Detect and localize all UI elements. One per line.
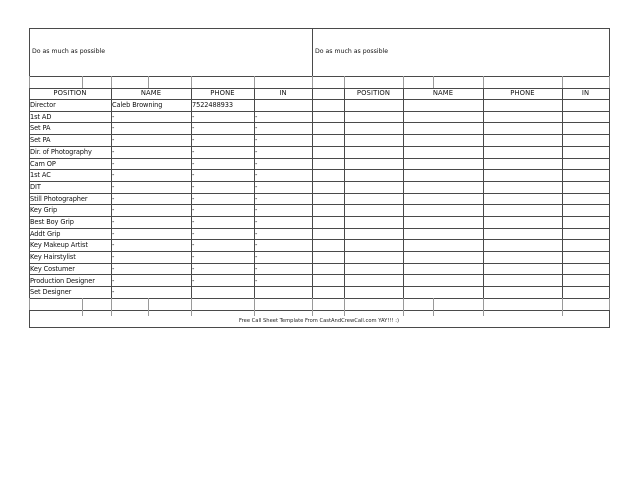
- in-cell: -: [255, 264, 258, 273]
- phone-cell: -: [192, 123, 195, 132]
- footer-tick: [312, 310, 313, 316]
- in-cell: -: [255, 194, 258, 203]
- position-cell: Best Boy Grip: [30, 217, 74, 226]
- extra-row-tick: [148, 298, 149, 310]
- extra-row-tick: [609, 298, 610, 310]
- extra-row-tick: [562, 298, 563, 310]
- position-cell: 1st AD: [30, 112, 52, 121]
- footer-tick: [433, 310, 434, 316]
- position-cell: Set PA: [30, 123, 51, 132]
- footer-tick: [562, 310, 563, 316]
- in-cell: -: [255, 217, 258, 226]
- spacer-tick: [483, 76, 484, 88]
- footer-tick: [403, 310, 404, 316]
- position-cell: Director: [30, 100, 56, 109]
- in-cell: -: [255, 159, 258, 168]
- name-cell: -: [112, 252, 115, 261]
- position-cell: Key Grip: [30, 205, 58, 214]
- extra-row-tick: [254, 298, 255, 310]
- table-row-border: [29, 298, 610, 299]
- group-header-left: Do as much as possible: [32, 48, 106, 55]
- footer-bottom: [29, 327, 610, 328]
- footer-tick: [111, 310, 112, 316]
- phone-cell: -: [192, 194, 195, 203]
- phone-cell: -: [192, 112, 195, 121]
- spacer-tick: [609, 76, 610, 88]
- footer-tick: [82, 310, 83, 316]
- position-cell: Key Hairstylist: [30, 252, 76, 261]
- spacer-tick: [344, 76, 345, 88]
- in-cell: -: [255, 112, 258, 121]
- spacer-tick: [433, 76, 434, 88]
- footer-tick: [344, 310, 345, 316]
- extra-row-tick: [191, 298, 192, 310]
- in-cell: -: [255, 205, 258, 214]
- extra-row-tick: [82, 298, 83, 310]
- footer-tick: [254, 310, 255, 316]
- footer-note: Free Call Sheet Template From CastAndCrewCall.com YAY!!! :): [239, 318, 399, 324]
- phone-cell: -: [192, 264, 195, 273]
- name-cell: -: [112, 112, 115, 121]
- in-cell: -: [255, 147, 258, 156]
- spacer-tick: [312, 76, 313, 88]
- name-cell: -: [112, 159, 115, 168]
- left-column-header-in: IN: [279, 89, 287, 97]
- spacer-tick: [403, 76, 404, 88]
- in-cell: -: [255, 170, 258, 179]
- extra-row-tick: [483, 298, 484, 310]
- phone-cell: 7522488933: [192, 100, 233, 109]
- extra-row-tick: [344, 298, 345, 310]
- position-cell: Addt Grip: [30, 229, 61, 238]
- in-cell: -: [255, 182, 258, 191]
- extra-row-bottom: [29, 310, 610, 311]
- footer-right: [609, 310, 610, 327]
- name-cell: -: [112, 170, 115, 179]
- name-cell: -: [112, 217, 115, 226]
- header-box-top: [29, 28, 610, 29]
- spacer-tick: [254, 76, 255, 88]
- position-cell: Cam OP: [30, 159, 56, 168]
- name-cell: -: [112, 135, 115, 144]
- position-cell: Set PA: [30, 135, 51, 144]
- in-cell: -: [255, 135, 258, 144]
- right-column-header-phone: PHONE: [510, 89, 535, 97]
- extra-row-tick: [111, 298, 112, 310]
- spacer-tick: [111, 76, 112, 88]
- phone-cell: -: [192, 147, 195, 156]
- spacer-tick: [82, 76, 83, 88]
- footer-tick: [191, 310, 192, 316]
- position-cell: Key Costumer: [30, 264, 75, 273]
- spacer-tick: [562, 76, 563, 88]
- in-cell: -: [255, 229, 258, 238]
- name-cell: -: [112, 240, 115, 249]
- name-cell: -: [112, 182, 115, 191]
- header-box-divider: [312, 28, 313, 76]
- position-cell: Production Designer: [30, 276, 95, 285]
- extra-row-tick: [433, 298, 434, 310]
- phone-cell: -: [192, 252, 195, 261]
- name-cell: -: [112, 287, 115, 296]
- name-cell: -: [112, 229, 115, 238]
- phone-cell: -: [192, 182, 195, 191]
- spacer-tick: [29, 76, 30, 88]
- name-cell: -: [112, 194, 115, 203]
- name-cell: Caleb Browning: [112, 100, 163, 109]
- name-cell: -: [112, 264, 115, 273]
- spacer-tick: [148, 76, 149, 88]
- left-column-header-phone: PHONE: [210, 89, 235, 97]
- position-cell: Set Designer: [30, 287, 72, 296]
- name-cell: -: [112, 205, 115, 214]
- name-cell: -: [112, 123, 115, 132]
- in-cell: -: [255, 240, 258, 249]
- group-header-right: Do as much as possible: [315, 48, 389, 55]
- right-column-header-name: NAME: [432, 89, 454, 97]
- left-column-header-name: NAME: [140, 89, 162, 97]
- extra-row-tick: [29, 298, 30, 310]
- spacer-tick: [191, 76, 192, 88]
- phone-cell: -: [192, 229, 195, 238]
- in-cell: -: [255, 123, 258, 132]
- right-column-header-in: IN: [581, 89, 590, 97]
- position-cell: DIT: [30, 182, 41, 191]
- phone-cell: -: [192, 217, 195, 226]
- header-box-right: [609, 28, 610, 76]
- phone-cell: -: [192, 205, 195, 214]
- left-column-header-position: POSITION: [53, 89, 87, 97]
- header-box-left: [29, 28, 30, 76]
- footer-tick: [483, 310, 484, 316]
- phone-cell: -: [192, 240, 195, 249]
- name-cell: -: [112, 147, 115, 156]
- extra-row-tick: [403, 298, 404, 310]
- header-box-bottom: [29, 76, 610, 77]
- in-cell: -: [255, 252, 258, 261]
- right-column-header-position: POSITION: [356, 89, 391, 97]
- position-cell: 1st AC: [30, 170, 51, 179]
- position-cell: Still Photographer: [30, 194, 88, 203]
- phone-cell: -: [192, 170, 195, 179]
- phone-cell: -: [192, 135, 195, 144]
- extra-row-tick: [312, 298, 313, 310]
- position-cell: Key Makeup Artist: [30, 240, 88, 249]
- position-cell: Dir. of Photography: [30, 147, 92, 156]
- footer-tick: [148, 310, 149, 316]
- in-cell: -: [255, 276, 258, 285]
- phone-cell: -: [192, 276, 195, 285]
- phone-cell: -: [192, 159, 195, 168]
- name-cell: -: [112, 276, 115, 285]
